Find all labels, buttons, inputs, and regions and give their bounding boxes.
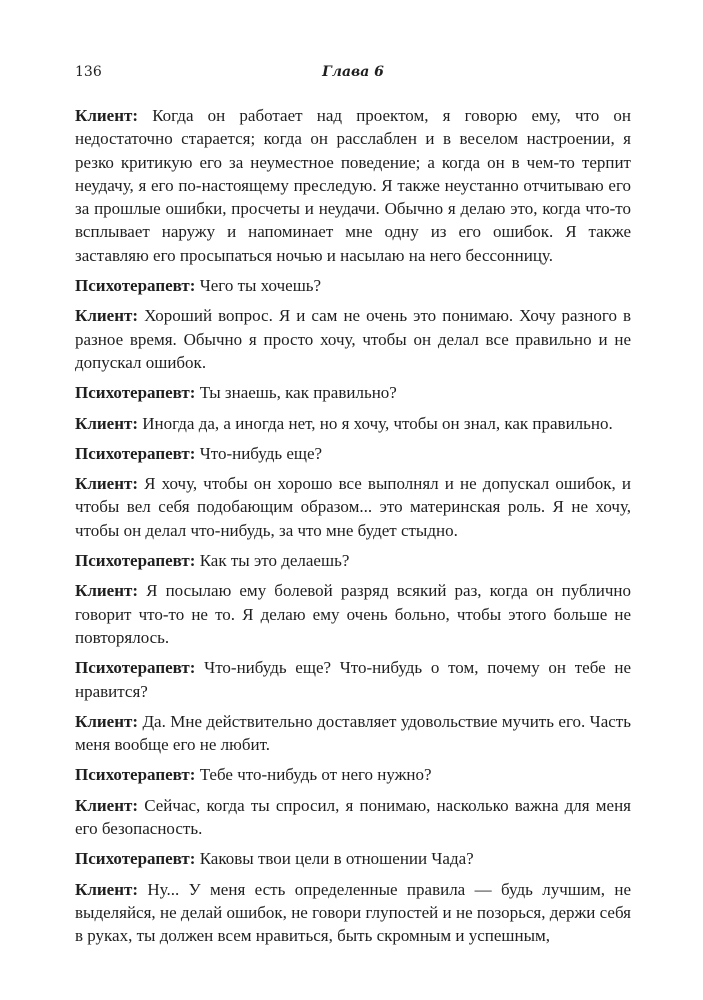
speech-text: Что-нибудь еще? Что-нибудь о том, почему он тебе не нравится? — [75, 658, 632, 701]
speaker-label: Клиент: — [75, 711, 139, 731]
dialogue-paragraph — [75, 412, 631, 435]
dialogue-paragraph — [75, 304, 631, 374]
dialogue-paragraph — [75, 763, 631, 786]
speech-text: Что-нибудь еще? — [199, 443, 323, 463]
speaker-label: Клиент: — [75, 581, 139, 601]
speech-text: Да. Мне действительно доставляет удовольствие мучить его. Часть меня вообще его не любит. — [75, 711, 631, 755]
speaker-label: Клиент: — [75, 474, 139, 494]
dialogue-paragraph — [75, 656, 631, 703]
speaker-label: Психотерапевт: — [75, 383, 196, 403]
speech-text: Я хочу, чтобы он хорошо все выполнял и не допускал ошибок, и чтобы вел себя подобающим образом... это материнская роль. Я не хочу, чтобы он делал что-нибудь, за что мне будет стыдно. — [75, 474, 631, 540]
dialogue-paragraph — [75, 472, 631, 542]
dialogue-paragraph — [75, 847, 631, 870]
speech-text: Ну... У меня есть определенные правила — будь лучшим, не выделяйся, не делай ошибок, не говори глупостей и не позорься, держи себя в руках, ты должен всем нравиться, быть скромным и успешным, — [75, 879, 631, 946]
speech-text: Сейчас, когда ты спросил, я понимаю, насколько важна для меня его безопасность. — [75, 795, 632, 839]
chapter-title: Глава 6 — [322, 64, 384, 80]
dialogue-paragraph — [75, 878, 631, 948]
speaker-label: Психотерапевт: — [75, 765, 196, 785]
page-number: 136 — [75, 64, 102, 80]
speaker-label: Психотерапевт: — [75, 276, 196, 296]
dialogue-paragraph — [75, 579, 631, 649]
dialogue-paragraph — [75, 381, 631, 404]
speaker-label: Клиент: — [75, 795, 139, 815]
dialogue-paragraph — [75, 794, 631, 841]
dialogue-paragraph — [75, 104, 631, 267]
page-header — [75, 64, 631, 84]
speech-text: Иногда да, а иногда нет, но я хочу, чтобы он знал, как правильно. — [142, 413, 613, 433]
dialogue-body — [75, 104, 631, 955]
speaker-label: Клиент: — [75, 106, 139, 125]
speech-text: Каковы твои цели в отношении Чада? — [199, 849, 474, 869]
dialogue-paragraph — [75, 710, 631, 757]
speech-text: Ты знаешь, как правильно? — [199, 383, 397, 403]
dialogue-paragraph — [75, 442, 631, 465]
speech-text: Как ты это делаешь? — [199, 551, 350, 571]
speaker-label: Психотерапевт: — [75, 658, 196, 678]
speaker-label: Психотерапевт: — [75, 443, 196, 463]
speech-text: Тебе что-нибудь от него нужно? — [199, 765, 432, 785]
speaker-label: Клиент: — [75, 413, 139, 433]
speaker-label: Клиент: — [75, 879, 139, 899]
speaker-label: Психотерапевт: — [75, 849, 196, 869]
dialogue-paragraph — [75, 549, 631, 572]
speech-text: Хороший вопрос. Я и сам не очень это понимаю. Хочу разного в разное время. Обычно я просто хочу, чтобы он делал все правильно и не допускал ошибок. — [75, 306, 632, 372]
speaker-label: Психотерапевт: — [75, 551, 196, 571]
dialogue-paragraph — [75, 274, 631, 297]
speech-text: Я посылаю ему болевой разряд всякий раз, когда он публично говорит что-то не то. Я делаю ему очень больно, чтобы этого больше не повторялось. — [75, 581, 632, 647]
speech-text: Чего ты хочешь? — [199, 276, 322, 296]
speech-text: Когда он работает над проектом, я говорю ему, что он недостаточно старается; когда он расслаблен и в веселом настроении, я резко критикую его за неуместное поведение; а когда он в чем-то терпит неудачу, я его по-настоящему преследую. Я также неустанно отчитываю его за прошлые ошибки, просчеты и неудачи. Обычно я делаю это, когда что-то всплывает наружу и напоминает мне одну из его ошибок. Я также заставляю его просыпаться ночью и насылаю на него бессонницу. — [75, 106, 631, 265]
speaker-label: Клиент: — [75, 306, 139, 326]
